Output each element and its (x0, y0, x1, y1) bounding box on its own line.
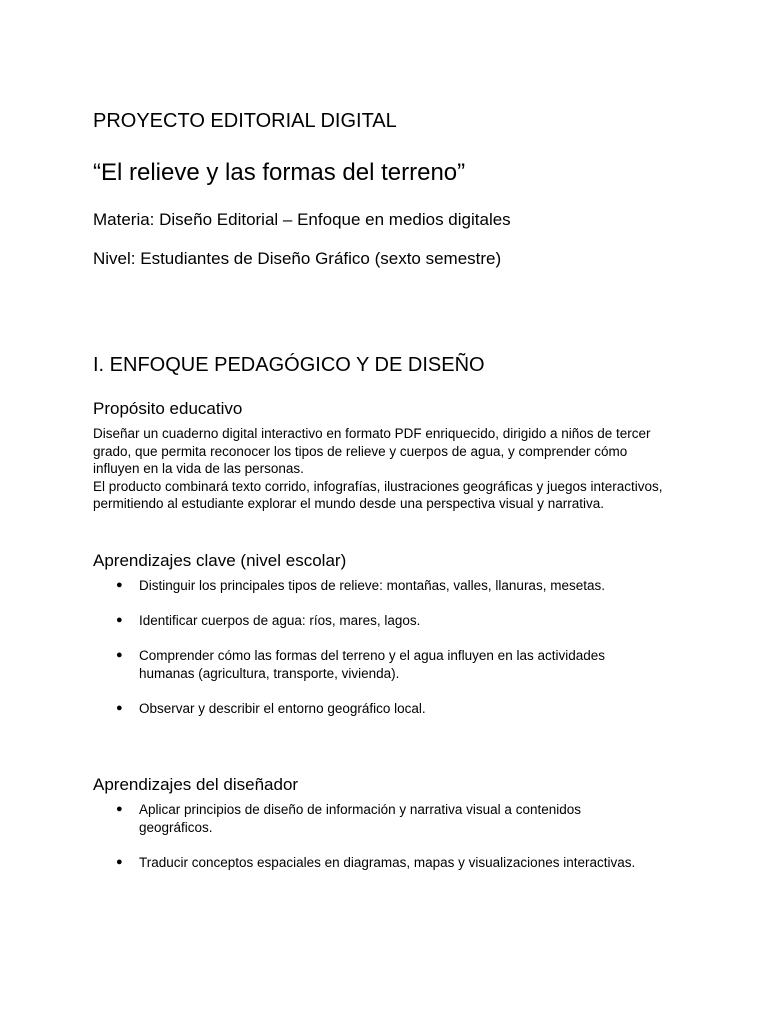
bullet-icon: ● (116, 649, 123, 662)
list-item-text: Comprender cómo las formas del terreno y el agua influyen en las actividades humanas (agricultura, transporte, vivienda). (139, 648, 605, 681)
bullet-icon: ● (116, 579, 123, 591)
bullet-icon: ● (116, 702, 123, 715)
designer-learnings-list (93, 801, 693, 871)
purpose-heading: Propósito educativo (93, 399, 243, 418)
list-item (93, 647, 639, 682)
designer-learnings-heading: Aprendizajes del diseñador (93, 775, 299, 794)
key-learnings-heading: Aprendizajes clave (nivel escolar) (93, 551, 347, 570)
list-item (93, 612, 693, 630)
list-item-text: Observar y describir el entorno geográfico local. (139, 701, 426, 717)
bullet-icon: ● (116, 614, 123, 627)
list-item (93, 577, 693, 595)
list-item (93, 801, 639, 836)
list-item (93, 854, 693, 872)
list-item-text: Aplicar principios de diseño de información y narrativa visual a contenidos geográficos. (139, 802, 581, 835)
subject-line: Materia: Diseño Editorial – Enfoque en medios digitales (93, 210, 511, 229)
bullet-icon: ● (116, 803, 123, 815)
bullet-icon: ● (116, 855, 123, 868)
purpose-paragraph-2: El producto combinará texto corrido, infografías, ilustraciones geográficas y juegos interactivos, permitiendo al estudiante explorar el mundo desde una perspectiva visual y narrativa. (93, 478, 663, 512)
level-line: Nivel: Estudiantes de Diseño Gráfico (sexto semestre) (93, 249, 502, 268)
purpose-text (93, 425, 673, 513)
document-title: “El relieve y las formas del terreno” (93, 159, 466, 186)
section-title: I. ENFOQUE PEDAGÓGICO Y DE DISEÑO (93, 354, 485, 376)
list-item-text: Distinguir los principales tipos de relieve: montañas, valles, llanuras, mesetas. (139, 578, 605, 593)
list-item (93, 700, 693, 718)
key-learnings-list (93, 577, 693, 718)
purpose-paragraph-1: Diseñar un cuaderno digital interactivo en formato PDF enriquecido, dirigido a niños de tercer grado, que permita reconocer los tipos de relieve y cuerpos de agua, y comprender cómo influyen en la vida de las personas. (93, 426, 651, 477)
document-heading: PROYECTO EDITORIAL DIGITAL (93, 110, 397, 132)
list-item-text: Identificar cuerpos de agua: ríos, mares, lagos. (139, 613, 421, 629)
list-item-text: Traducir conceptos espaciales en diagramas, mapas y visualizaciones interactivas. (139, 854, 636, 870)
